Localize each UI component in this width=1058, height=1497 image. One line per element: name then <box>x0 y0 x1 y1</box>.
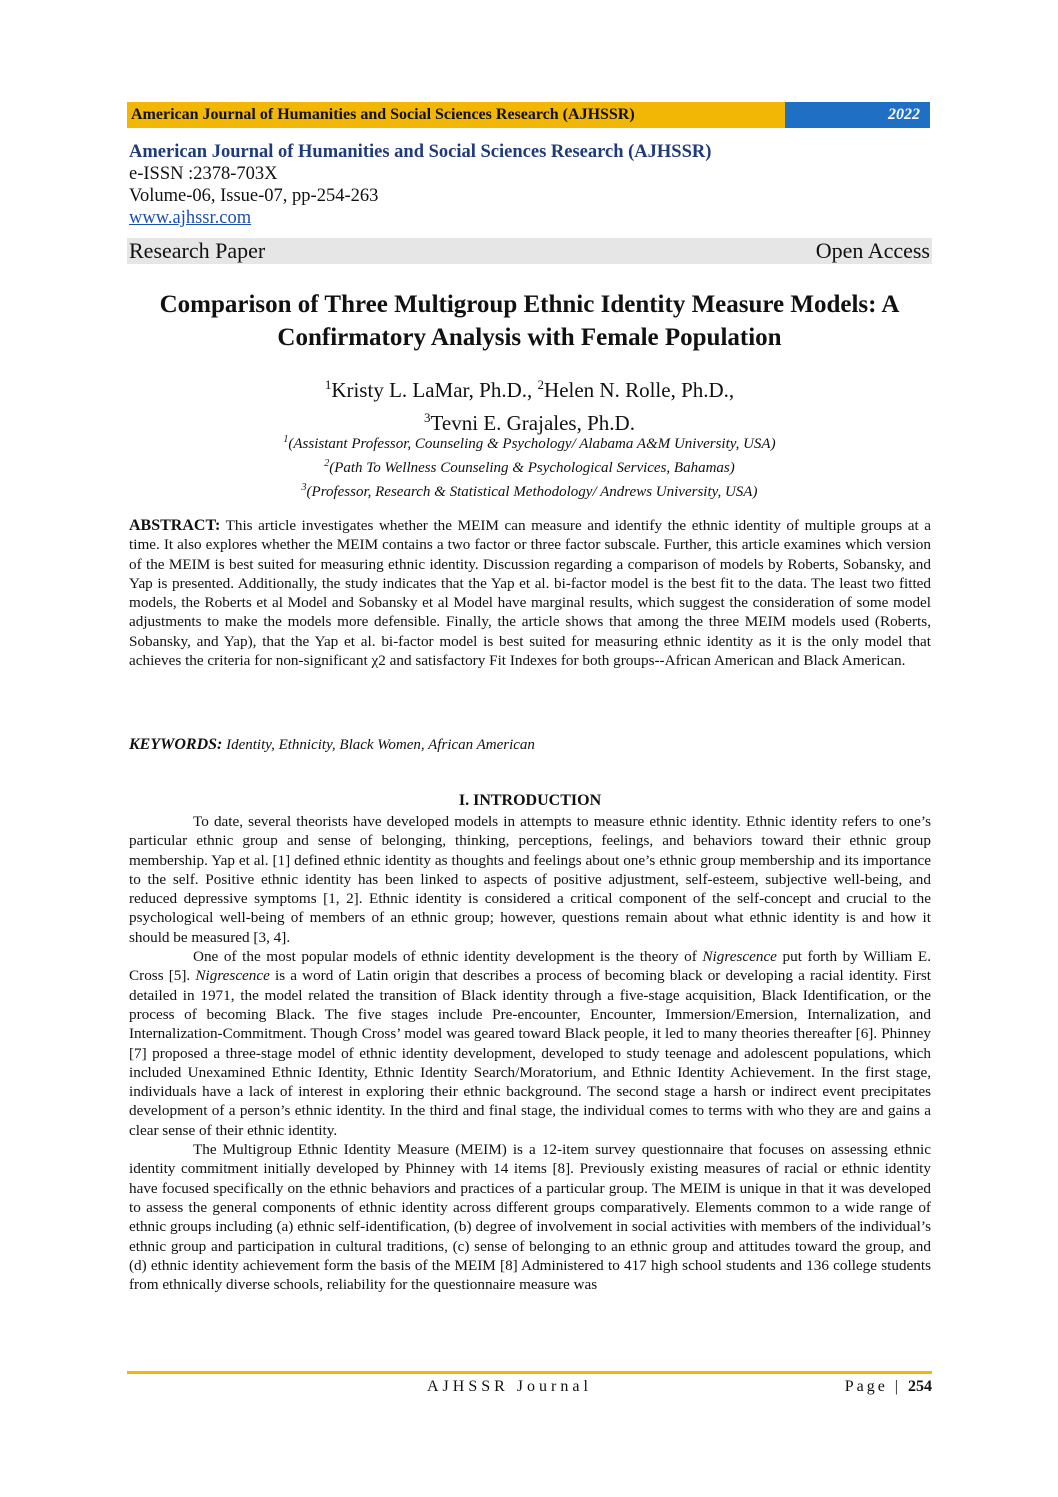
footer-page-label: Page | <box>844 1378 901 1395</box>
author-3-name: Tevni E. Grajales, Ph.D. <box>430 411 635 435</box>
journal-volume: Volume-06, Issue-07, pp-254-263 <box>129 186 379 206</box>
affiliation-2 <box>127 454 932 478</box>
affiliation-3 <box>127 478 932 502</box>
affiliation-1-number: 1 <box>283 434 289 445</box>
keywords-label: KEYWORDS: <box>129 736 223 753</box>
paper-title: Comparison of Three Multigroup Ethnic Identity Measure Models: A Confirmatory Analysis with Female Population <box>159 291 900 351</box>
footer-page-number: 254 <box>908 1378 932 1395</box>
access-type-label: Open Access <box>815 238 930 263</box>
author-3-number: 3 <box>424 410 431 425</box>
author-1-name: Kristy L. LaMar, Ph.D., <box>331 378 538 402</box>
affiliation-1 <box>127 430 932 454</box>
author-2-name: Helen N. Rolle, Ph.D., <box>544 378 735 402</box>
introduction-body <box>129 812 931 1294</box>
footer-divider <box>127 1371 932 1374</box>
journal-website-link[interactable]: www.ajhssr.com <box>129 208 252 228</box>
journal-banner <box>127 102 930 128</box>
affiliation-3-number: 3 <box>301 482 307 493</box>
abstract <box>129 516 931 670</box>
keywords <box>129 735 931 755</box>
page-footer <box>127 1378 932 1400</box>
journal-name: American Journal of Humanities and Social Sciences Research (AJHSSR) <box>129 142 712 162</box>
keywords-text: Identity, Ethnicity, Black Women, African American <box>226 737 535 753</box>
banner-journal-name: American Journal of Humanities and Social Sciences Research (AJHSSR) <box>127 102 785 128</box>
author-1-number: 1 <box>324 377 332 392</box>
paragraph-2-part-3: is a word of Latin origin that describes a process of becoming black or developing a racial identity. First detailed in 1971, the model related the transition of Black identity through a five-stage acquisition, Black Identification, or the process of becoming Black. The five stages include Pre-encounter, Encounter, Immersion/Emersion, Internalization, and Internalization-Commitment. Though Cross’ model was geared toward Black people, it led to many theories thereafter [6]. Phinney [7] proposed a three-stage model of ethnic identity development, developed to study teenage and adolescent populations, which included Unexamined Ethnic Identity, Ethnic Identity Search/Moratorium, and Ethnic Identity Achievement. In the first stage, individuals have a lack of interest in exploring their ethnic background. The second stage a harsh or indirect event precipitates development of a person’s ethnic identity. In the third and final stage, the individual comes to terms with who they are and gains a clear sense of their ethnic identity. <box>129 967 932 1139</box>
paper-type-bar <box>127 238 932 264</box>
banner-year: 2022 <box>785 102 930 128</box>
abstract-label: ABSTRACT: <box>129 517 221 534</box>
paragraph-2 <box>129 947 931 1140</box>
journal-info <box>129 141 931 229</box>
affiliation-2-text: (Path To Wellness Counseling & Psychological Services, Bahamas) <box>329 460 735 476</box>
abstract-text: This article investigates whether the MEIM can measure and identify the ethnic identity of multiple groups at a time. It also explores whether the MEIM contains a two factor or three factor subscale. Further, this article examines which version of the MEIM is best suited for measuring ethnic identity. Discussion regarding a comparison of models by Roberts, Sobansky, and Yap is presented. Additionally, the study indicates that the Yap et al. bi-factor model is the best fit to the data. The least two fitted models, the Roberts et al Model and Sobansky et al Model have marginal results, which suggest the consideration of some model adjustments to make the models more defensible. Finally, the article shows that among the three MEIM models used (Roberts, Sobansky, and Yap), that the Yap et al. bi-factor model is best suited for measuring ethnic identity as it is the only model that achieves the criteria for non-significant χ2 and satisfactory Fit Indexes for both groups--African American and Black American. <box>129 517 931 670</box>
paper-type-label: Research Paper <box>129 238 266 263</box>
affiliation-3-text: (Professor, Research & Statistical Methodology/ Andrews University, USA) <box>306 484 758 500</box>
section-heading: I. INTRODUCTION <box>458 792 602 809</box>
affiliation-2-number: 2 <box>324 458 330 469</box>
paragraph-2-part-1: One of the most popular models of ethnic identity development is the theory of <box>193 948 703 966</box>
author-2-number: 2 <box>537 377 545 392</box>
paragraph-1: To date, several theorists have developed models in attempts to measure ethnic identity. Ethnic identity refers to one’s particular ethnic group and sense of belonging, thinking, perceptions, feelings, and behaviors toward their ethnic group membership. Yap et al. [1] defined ethnic identity as thoughts and feelings about one’s ethnic group membership and its importance to the self. Positive ethnic identity has been linked to aspects of positive adjustment, self-esteem, subjective well-being, and reduced depressive symptoms [1, 2]. Ethnic identity is considered a critical component of the self-concept and crucial to the psychological well-being of members of an ethnic group; however, questions remain about what ethnic identity is and how it should be measured [3, 4]. <box>129 813 931 946</box>
footer-page <box>845 1378 932 1396</box>
paragraph-2-part-2: put forth by William E. Cross [5]. <box>129 948 931 985</box>
author-list <box>127 371 932 437</box>
paragraph-2-emphasis-2: Nigrescence <box>195 967 270 985</box>
footer-journal-name: AJHSSR Journal <box>427 1378 592 1395</box>
journal-issn: e-ISSN :2378-703X <box>129 164 278 184</box>
affiliation-1-text: (Assistant Professor, Counseling & Psychology/ Alabama A&M University, USA) <box>288 436 776 452</box>
paragraph-2-emphasis-1: Nigrescence <box>702 948 777 966</box>
affiliation-list <box>127 430 932 502</box>
paragraph-3: The Multigroup Ethnic Identity Measure (MEIM) is a 12-item survey questionnaire that focuses on assessing ethnic identity commitment initially developed by Phinney with 14 items [8]. Previously existing measures of racial or ethnic identity have focused specifically on the ethnic behaviors and practices of a particular group. The MEIM is unique in that it was developed to assess the general components of ethnic identity across different groups comparatively. Elements common to a wide range of ethnic groups including (a) ethnic self-identification, (b) degree of involvement in social activities with members of the individual’s ethnic group and participation in cultural traditions, (c) sense of belonging to an ethnic group and attitudes toward the group, and (d) ethnic identity achievement form the basis of the MEIM [8] Administered to 417 high school students and 136 college students from ethnically diverse schools, reliability for the questionnaire measure was <box>129 1141 931 1294</box>
